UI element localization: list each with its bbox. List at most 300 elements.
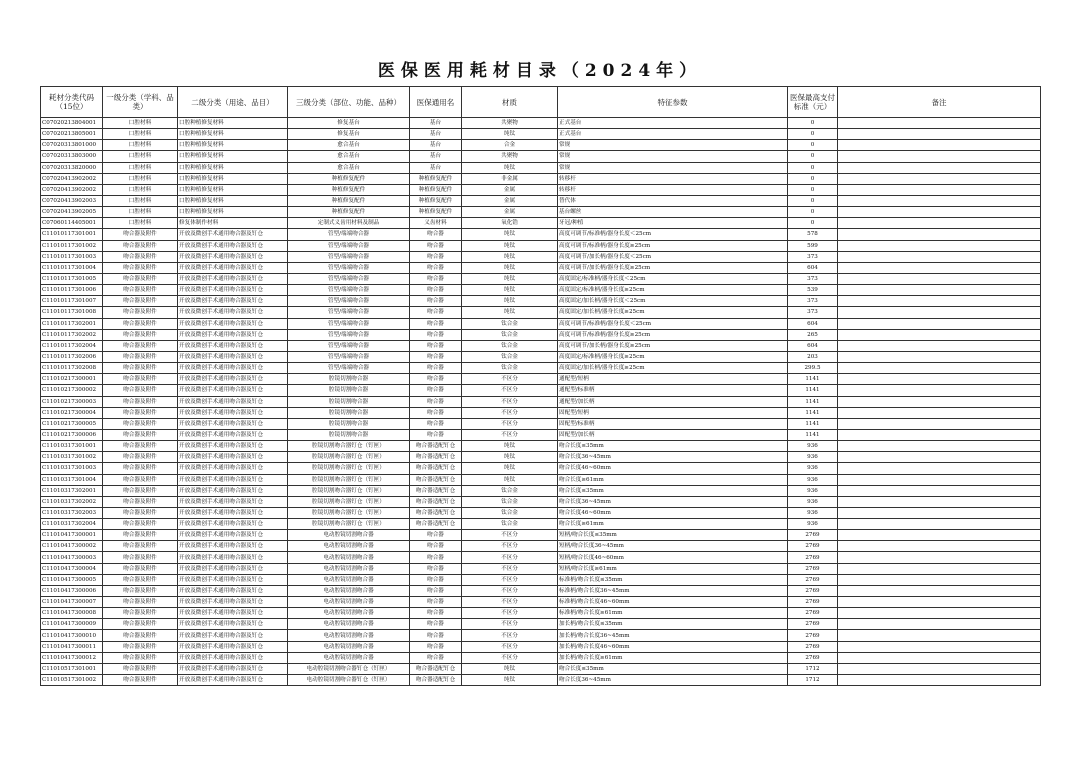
cell-features: 高度固定/加长柄/器身长度＜25cm bbox=[558, 296, 788, 307]
cell-level2: 开放及微创手术通用吻合器及钉仓 bbox=[178, 619, 288, 630]
cell-material: 不区分 bbox=[462, 541, 558, 552]
cell-material: 共聚物 bbox=[462, 118, 558, 129]
cell-level1: 吻合器及附件 bbox=[103, 452, 178, 463]
cell-remark bbox=[838, 675, 1041, 686]
cell-code: C11010117301004 bbox=[41, 262, 103, 273]
cell-remark bbox=[838, 296, 1041, 307]
cell-material: 不区分 bbox=[462, 374, 558, 385]
table-row bbox=[41, 385, 1041, 396]
cell-generic-name: 种植修复配件 bbox=[410, 207, 462, 218]
cell-level2: 口腔种植修复材料 bbox=[178, 162, 288, 173]
table-row bbox=[41, 463, 1041, 474]
cell-features: 固配型/标准柄 bbox=[558, 418, 788, 429]
cell-payment-limit: 203 bbox=[788, 351, 838, 362]
cell-code: C11010417300006 bbox=[41, 585, 103, 596]
cell-code: C11010217300006 bbox=[41, 429, 103, 440]
cell-level1: 口腔材料 bbox=[103, 162, 178, 173]
cell-remark bbox=[838, 663, 1041, 674]
header-level2: 二级分类（用途、品目） bbox=[178, 87, 288, 118]
cell-level1: 吻合器及附件 bbox=[103, 251, 178, 262]
cell-level2: 开放及微创手术通用吻合器及钉仓 bbox=[178, 418, 288, 429]
cell-code: C11010417300011 bbox=[41, 641, 103, 652]
cell-code: C11010417300007 bbox=[41, 597, 103, 608]
cell-level3: 电动腔镜切割吻合器 bbox=[288, 585, 410, 596]
table-row bbox=[41, 140, 1041, 151]
cell-code: C11010417300001 bbox=[41, 530, 103, 541]
table-row bbox=[41, 597, 1041, 608]
table-row bbox=[41, 507, 1041, 518]
cell-level2: 口腔种植修复材料 bbox=[178, 151, 288, 162]
cell-level3: 腔镜切割吻合器钉仓（钉匣） bbox=[288, 519, 410, 530]
cell-code: C11010317301003 bbox=[41, 463, 103, 474]
cell-remark bbox=[838, 429, 1041, 440]
cell-code: C11010317301002 bbox=[41, 452, 103, 463]
header-payment-limit: 医保最高支付标准（元） bbox=[788, 87, 838, 118]
cell-generic-name: 吻合器 bbox=[410, 585, 462, 596]
cell-code: C11010117302008 bbox=[41, 363, 103, 374]
cell-material: 不区分 bbox=[462, 429, 558, 440]
cell-level1: 吻合器及附件 bbox=[103, 262, 178, 273]
cell-level1: 口腔材料 bbox=[103, 207, 178, 218]
cell-payment-limit: 373 bbox=[788, 296, 838, 307]
cell-code: C07020313820000 bbox=[41, 162, 103, 173]
cell-level3: 管型/端端吻合器 bbox=[288, 351, 410, 362]
cell-features: 加长柄/吻合长度46~60mm bbox=[558, 641, 788, 652]
cell-code: C11010117301002 bbox=[41, 240, 103, 251]
cell-level2: 开放及微创手术通用吻合器及钉仓 bbox=[178, 396, 288, 407]
cell-level3: 电动腔镜切割吻合器 bbox=[288, 597, 410, 608]
catalog-table bbox=[40, 86, 1041, 686]
table-row bbox=[41, 296, 1041, 307]
cell-level3: 腔镜切割吻合器钉仓（钉匣） bbox=[288, 441, 410, 452]
cell-features: 吻合长度≥61mm bbox=[558, 519, 788, 530]
cell-remark bbox=[838, 619, 1041, 630]
cell-features: 短柄/吻合长度36~45mm bbox=[558, 541, 788, 552]
cell-payment-limit: 2769 bbox=[788, 652, 838, 663]
cell-payment-limit: 0 bbox=[788, 173, 838, 184]
cell-remark bbox=[838, 262, 1041, 273]
cell-features: 固配型/短柄 bbox=[558, 407, 788, 418]
cell-level1: 吻合器及附件 bbox=[103, 296, 178, 307]
cell-remark bbox=[838, 318, 1041, 329]
cell-level3: 腔镜切割吻合器 bbox=[288, 385, 410, 396]
cell-level3: 管型/端端吻合器 bbox=[288, 307, 410, 318]
cell-code: C07020413902002 bbox=[41, 184, 103, 195]
cell-code: C11010317302004 bbox=[41, 519, 103, 530]
cell-level2: 开放及微创手术通用吻合器及钉仓 bbox=[178, 251, 288, 262]
cell-generic-name: 吻合器 bbox=[410, 541, 462, 552]
cell-payment-limit: 578 bbox=[788, 229, 838, 240]
cell-generic-name: 吻合器适配钉仓 bbox=[410, 485, 462, 496]
cell-level2: 开放及微创手术通用吻合器及钉仓 bbox=[178, 652, 288, 663]
cell-level3: 管型/端端吻合器 bbox=[288, 229, 410, 240]
cell-material: 合金 bbox=[462, 140, 558, 151]
cell-level1: 吻合器及附件 bbox=[103, 663, 178, 674]
cell-payment-limit: 1141 bbox=[788, 374, 838, 385]
cell-payment-limit: 2769 bbox=[788, 541, 838, 552]
cell-material: 金属 bbox=[462, 207, 558, 218]
table-row bbox=[41, 129, 1041, 140]
cell-remark bbox=[838, 441, 1041, 452]
cell-level1: 吻合器及附件 bbox=[103, 374, 178, 385]
cell-remark bbox=[838, 218, 1041, 229]
cell-remark bbox=[838, 396, 1041, 407]
cell-level3: 管型/端端吻合器 bbox=[288, 340, 410, 351]
cell-material: 金属 bbox=[462, 184, 558, 195]
cell-level3: 管型/端端吻合器 bbox=[288, 251, 410, 262]
cell-generic-name: 吻合器 bbox=[410, 630, 462, 641]
table-row bbox=[41, 496, 1041, 507]
cell-code: C11010517301001 bbox=[41, 663, 103, 674]
cell-generic-name: 吻合器适配钉仓 bbox=[410, 507, 462, 518]
cell-payment-limit: 936 bbox=[788, 452, 838, 463]
cell-payment-limit: 604 bbox=[788, 340, 838, 351]
cell-level3: 腔镜切割吻合器钉仓（钉匣） bbox=[288, 485, 410, 496]
cell-features: 加长柄/吻合长度≤35mm bbox=[558, 619, 788, 630]
cell-features: 基台螺丝 bbox=[558, 207, 788, 218]
cell-features: 吻合长度≤35mm bbox=[558, 441, 788, 452]
cell-generic-name: 吻合器 bbox=[410, 251, 462, 262]
cell-material: 金属 bbox=[462, 195, 558, 206]
cell-level1: 吻合器及附件 bbox=[103, 329, 178, 340]
cell-remark bbox=[838, 452, 1041, 463]
cell-level2: 开放及微创手术通用吻合器及钉仓 bbox=[178, 229, 288, 240]
cell-features: 高度可调节/标准柄/器身长度＜25cm bbox=[558, 229, 788, 240]
cell-remark bbox=[838, 485, 1041, 496]
cell-level1: 吻合器及附件 bbox=[103, 285, 178, 296]
cell-level1: 吻合器及附件 bbox=[103, 507, 178, 518]
table-row bbox=[41, 285, 1041, 296]
cell-level2: 开放及微创手术通用吻合器及钉仓 bbox=[178, 441, 288, 452]
cell-level2: 开放及微创手术通用吻合器及钉仓 bbox=[178, 507, 288, 518]
cell-features: 加长柄/吻合长度≥61mm bbox=[558, 652, 788, 663]
cell-generic-name: 吻合器适配钉仓 bbox=[410, 463, 462, 474]
cell-features: 吻合长度≤35mm bbox=[558, 663, 788, 674]
cell-features: 加长柄/吻合长度36~45mm bbox=[558, 630, 788, 641]
cell-code: C11010217300003 bbox=[41, 396, 103, 407]
cell-payment-limit: 1712 bbox=[788, 675, 838, 686]
cell-level2: 口腔种植修复材料 bbox=[178, 195, 288, 206]
cell-remark bbox=[838, 129, 1041, 140]
cell-level2: 开放及微创手术通用吻合器及钉仓 bbox=[178, 285, 288, 296]
cell-features: 高度可调节/标准柄/器身长度＜25cm bbox=[558, 318, 788, 329]
cell-level1: 口腔材料 bbox=[103, 195, 178, 206]
cell-code: C11010417300010 bbox=[41, 630, 103, 641]
cell-features: 吻合长度46~60mm bbox=[558, 507, 788, 518]
cell-level1: 吻合器及附件 bbox=[103, 519, 178, 530]
cell-level3: 电动腔镜切割吻合器 bbox=[288, 630, 410, 641]
cell-level3: 电动腔镜切割吻合器钉仓（钉匣） bbox=[288, 663, 410, 674]
cell-level2: 开放及微创手术通用吻合器及钉仓 bbox=[178, 329, 288, 340]
cell-level3: 愈合基台 bbox=[288, 151, 410, 162]
cell-level3: 腔镜切割吻合器 bbox=[288, 418, 410, 429]
cell-level2: 开放及微创手术通用吻合器及钉仓 bbox=[178, 675, 288, 686]
table-row bbox=[41, 173, 1041, 184]
cell-code: C11010417300012 bbox=[41, 652, 103, 663]
cell-material: 不区分 bbox=[462, 597, 558, 608]
cell-payment-limit: 1141 bbox=[788, 429, 838, 440]
cell-code: C07020313803000 bbox=[41, 151, 103, 162]
cell-code: C11010417300008 bbox=[41, 608, 103, 619]
cell-material: 钛合金 bbox=[462, 318, 558, 329]
cell-remark bbox=[838, 585, 1041, 596]
cell-code: C11010517301002 bbox=[41, 675, 103, 686]
cell-generic-name: 吻合器 bbox=[410, 552, 462, 563]
cell-level3: 管型/端端吻合器 bbox=[288, 363, 410, 374]
cell-payment-limit: 2769 bbox=[788, 597, 838, 608]
cell-features: 吻合长度≥61mm bbox=[558, 474, 788, 485]
cell-generic-name: 吻合器 bbox=[410, 340, 462, 351]
cell-payment-limit: 936 bbox=[788, 463, 838, 474]
cell-remark bbox=[838, 552, 1041, 563]
cell-level1: 吻合器及附件 bbox=[103, 530, 178, 541]
cell-generic-name: 吻合器 bbox=[410, 285, 462, 296]
cell-level2: 开放及微创手术通用吻合器及钉仓 bbox=[178, 407, 288, 418]
cell-remark bbox=[838, 652, 1041, 663]
cell-generic-name: 吻合器 bbox=[410, 385, 462, 396]
cell-level2: 开放及微创手术通用吻合器及钉仓 bbox=[178, 641, 288, 652]
cell-features: 高度固定/标准柄/器身长度＜25cm bbox=[558, 273, 788, 284]
cell-material: 不区分 bbox=[462, 385, 558, 396]
cell-material: 纯钛 bbox=[462, 262, 558, 273]
cell-features: 通配型/标准柄 bbox=[558, 385, 788, 396]
table-row bbox=[41, 262, 1041, 273]
table-row bbox=[41, 195, 1041, 206]
cell-remark bbox=[838, 374, 1041, 385]
cell-features: 正式基台 bbox=[558, 118, 788, 129]
cell-level1: 吻合器及附件 bbox=[103, 363, 178, 374]
cell-code: C11010117301003 bbox=[41, 251, 103, 262]
cell-remark bbox=[838, 418, 1041, 429]
cell-features: 标准柄/吻合长度36~45mm bbox=[558, 585, 788, 596]
table-row bbox=[41, 485, 1041, 496]
cell-level3: 定制式义齿用材料及制品 bbox=[288, 218, 410, 229]
cell-generic-name: 吻合器 bbox=[410, 608, 462, 619]
cell-level1: 吻合器及附件 bbox=[103, 463, 178, 474]
cell-level1: 吻合器及附件 bbox=[103, 240, 178, 251]
cell-features: 常规 bbox=[558, 162, 788, 173]
header-level3: 三级分类（部位、功能、品种） bbox=[288, 87, 410, 118]
cell-material: 非金属 bbox=[462, 173, 558, 184]
cell-features: 高度固定/标准柄/器身长度≥25cm bbox=[558, 351, 788, 362]
cell-level3: 腔镜切割吻合器 bbox=[288, 407, 410, 418]
cell-payment-limit: 936 bbox=[788, 441, 838, 452]
cell-level3: 愈合基台 bbox=[288, 162, 410, 173]
table-row bbox=[41, 151, 1041, 162]
cell-features: 高度可调节/标准柄/器身长度≥25cm bbox=[558, 329, 788, 340]
cell-code: C07020413902003 bbox=[41, 195, 103, 206]
cell-features: 通配型/短柄 bbox=[558, 374, 788, 385]
cell-generic-name: 基台 bbox=[410, 151, 462, 162]
cell-level2: 口腔种植修复材料 bbox=[178, 118, 288, 129]
cell-level1: 口腔材料 bbox=[103, 218, 178, 229]
cell-remark bbox=[838, 118, 1041, 129]
cell-code: C11010317301001 bbox=[41, 441, 103, 452]
cell-code: C07020413902005 bbox=[41, 207, 103, 218]
cell-remark bbox=[838, 385, 1041, 396]
table-row bbox=[41, 630, 1041, 641]
cell-generic-name: 吻合器 bbox=[410, 351, 462, 362]
cell-material: 纯钛 bbox=[462, 474, 558, 485]
cell-remark bbox=[838, 563, 1041, 574]
cell-level2: 开放及微创手术通用吻合器及钉仓 bbox=[178, 318, 288, 329]
header-material: 材质 bbox=[462, 87, 558, 118]
cell-level2: 开放及微创手术通用吻合器及钉仓 bbox=[178, 374, 288, 385]
cell-level2: 开放及微创手术通用吻合器及钉仓 bbox=[178, 552, 288, 563]
cell-generic-name: 吻合器 bbox=[410, 296, 462, 307]
cell-generic-name: 吻合器 bbox=[410, 329, 462, 340]
table-row bbox=[41, 552, 1041, 563]
cell-code: C07020313801000 bbox=[41, 140, 103, 151]
table-row bbox=[41, 396, 1041, 407]
cell-level2: 开放及微创手术通用吻合器及钉仓 bbox=[178, 363, 288, 374]
cell-features: 转移杆 bbox=[558, 184, 788, 195]
cell-payment-limit: 2769 bbox=[788, 530, 838, 541]
table-row bbox=[41, 162, 1041, 173]
cell-remark bbox=[838, 229, 1041, 240]
cell-level3: 电动腔镜切割吻合器 bbox=[288, 608, 410, 619]
cell-features: 高度固定/加长柄/器身长度≥25cm bbox=[558, 307, 788, 318]
cell-code: C11010217300005 bbox=[41, 418, 103, 429]
cell-payment-limit: 0 bbox=[788, 195, 838, 206]
cell-material: 纯钛 bbox=[462, 663, 558, 674]
cell-level1: 吻合器及附件 bbox=[103, 474, 178, 485]
cell-code: C11010117301005 bbox=[41, 273, 103, 284]
cell-code: C11010117301001 bbox=[41, 229, 103, 240]
cell-features: 高度可调节/加长柄/器身长度≥25cm bbox=[558, 340, 788, 351]
cell-level3: 管型/端端吻合器 bbox=[288, 285, 410, 296]
cell-level2: 开放及微创手术通用吻合器及钉仓 bbox=[178, 541, 288, 552]
cell-code: C11010317302001 bbox=[41, 485, 103, 496]
cell-level1: 吻合器及附件 bbox=[103, 318, 178, 329]
cell-level3: 种植修复配件 bbox=[288, 184, 410, 195]
cell-level2: 开放及微创手术通用吻合器及钉仓 bbox=[178, 574, 288, 585]
header-level1: 一级分类（学科、品类） bbox=[103, 87, 178, 118]
cell-level1: 口腔材料 bbox=[103, 140, 178, 151]
cell-material: 钛合金 bbox=[462, 340, 558, 351]
cell-features: 牙冠/种植 bbox=[558, 218, 788, 229]
cell-level1: 口腔材料 bbox=[103, 151, 178, 162]
cell-remark bbox=[838, 608, 1041, 619]
cell-generic-name: 吻合器 bbox=[410, 273, 462, 284]
cell-remark bbox=[838, 363, 1041, 374]
table-row bbox=[41, 229, 1041, 240]
cell-remark bbox=[838, 195, 1041, 206]
cell-code: C07020213805001 bbox=[41, 129, 103, 140]
cell-remark bbox=[838, 184, 1041, 195]
cell-payment-limit: 936 bbox=[788, 485, 838, 496]
cell-remark bbox=[838, 574, 1041, 585]
cell-generic-name: 吻合器适配钉仓 bbox=[410, 441, 462, 452]
cell-level2: 开放及微创手术通用吻合器及钉仓 bbox=[178, 463, 288, 474]
cell-material: 纯钛 bbox=[462, 229, 558, 240]
cell-level3: 种植修复配件 bbox=[288, 195, 410, 206]
cell-generic-name: 吻合器适配钉仓 bbox=[410, 452, 462, 463]
cell-features: 固配型/加长柄 bbox=[558, 429, 788, 440]
table-row bbox=[41, 563, 1041, 574]
cell-level1: 吻合器及附件 bbox=[103, 429, 178, 440]
cell-features: 吻合长度36~45mm bbox=[558, 496, 788, 507]
cell-payment-limit: 936 bbox=[788, 507, 838, 518]
table-body bbox=[41, 118, 1041, 686]
cell-payment-limit: 265 bbox=[788, 329, 838, 340]
cell-level3: 愈合基台 bbox=[288, 140, 410, 151]
cell-generic-name: 吻合器 bbox=[410, 530, 462, 541]
cell-remark bbox=[838, 273, 1041, 284]
cell-level2: 开放及微创手术通用吻合器及钉仓 bbox=[178, 519, 288, 530]
cell-level2: 开放及微创手术通用吻合器及钉仓 bbox=[178, 262, 288, 273]
cell-level2: 开放及微创手术通用吻合器及钉仓 bbox=[178, 530, 288, 541]
cell-features: 短柄/吻合长度≥61mm bbox=[558, 563, 788, 574]
cell-payment-limit: 2769 bbox=[788, 630, 838, 641]
cell-level1: 吻合器及附件 bbox=[103, 485, 178, 496]
cell-material: 钛合金 bbox=[462, 496, 558, 507]
cell-code: C11010417300003 bbox=[41, 552, 103, 563]
cell-level1: 吻合器及附件 bbox=[103, 407, 178, 418]
cell-features: 短柄/吻合长度46~60mm bbox=[558, 552, 788, 563]
cell-code: C07020413902002 bbox=[41, 173, 103, 184]
cell-generic-name: 吻合器适配钉仓 bbox=[410, 663, 462, 674]
cell-generic-name: 种植修复配件 bbox=[410, 195, 462, 206]
cell-payment-limit: 2769 bbox=[788, 574, 838, 585]
table-row bbox=[41, 441, 1041, 452]
cell-payment-limit: 604 bbox=[788, 318, 838, 329]
cell-payment-limit: 936 bbox=[788, 474, 838, 485]
cell-features: 吻合长度≤35mm bbox=[558, 485, 788, 496]
cell-level3: 腔镜切割吻合器钉仓（钉匣） bbox=[288, 452, 410, 463]
table-row bbox=[41, 363, 1041, 374]
cell-level2: 开放及微创手术通用吻合器及钉仓 bbox=[178, 273, 288, 284]
cell-features: 高度可调节/标准柄/器身长度≥25cm bbox=[558, 240, 788, 251]
table-row bbox=[41, 541, 1041, 552]
cell-level1: 吻合器及附件 bbox=[103, 541, 178, 552]
cell-level2: 开放及微创手术通用吻合器及钉仓 bbox=[178, 608, 288, 619]
cell-level3: 管型/端端吻合器 bbox=[288, 318, 410, 329]
cell-level3: 腔镜切割吻合器钉仓（钉匣） bbox=[288, 474, 410, 485]
cell-level3: 电动腔镜切割吻合器 bbox=[288, 619, 410, 630]
cell-level1: 吻合器及附件 bbox=[103, 608, 178, 619]
cell-payment-limit: 2769 bbox=[788, 641, 838, 652]
cell-material: 钛合金 bbox=[462, 519, 558, 530]
table-row bbox=[41, 619, 1041, 630]
cell-material: 不区分 bbox=[462, 530, 558, 541]
cell-remark bbox=[838, 641, 1041, 652]
cell-remark bbox=[838, 240, 1041, 251]
cell-level2: 口腔种植修复材料 bbox=[178, 207, 288, 218]
cell-code: C11010317302003 bbox=[41, 507, 103, 518]
cell-level3: 电动腔镜切割吻合器 bbox=[288, 552, 410, 563]
cell-material: 纯钛 bbox=[462, 129, 558, 140]
cell-features: 标准柄/吻合长度≥61mm bbox=[558, 608, 788, 619]
cell-material: 钛合金 bbox=[462, 363, 558, 374]
cell-generic-name: 吻合器 bbox=[410, 574, 462, 585]
cell-level2: 开放及微创手术通用吻合器及钉仓 bbox=[178, 340, 288, 351]
cell-level3: 腔镜切割吻合器 bbox=[288, 396, 410, 407]
cell-generic-name: 种植修复配件 bbox=[410, 184, 462, 195]
cell-remark bbox=[838, 162, 1041, 173]
cell-features: 高度固定/标准柄/器身长度≥25cm bbox=[558, 285, 788, 296]
cell-payment-limit: 2769 bbox=[788, 619, 838, 630]
cell-level3: 腔镜切割吻合器 bbox=[288, 429, 410, 440]
cell-material: 纯钛 bbox=[462, 452, 558, 463]
table-row bbox=[41, 663, 1041, 674]
cell-material: 纯钛 bbox=[462, 307, 558, 318]
cell-level1: 吻合器及附件 bbox=[103, 396, 178, 407]
header-generic-name: 医保通用名 bbox=[410, 87, 462, 118]
table-row bbox=[41, 351, 1041, 362]
cell-code: C11010217300002 bbox=[41, 385, 103, 396]
cell-generic-name: 吻合器 bbox=[410, 418, 462, 429]
